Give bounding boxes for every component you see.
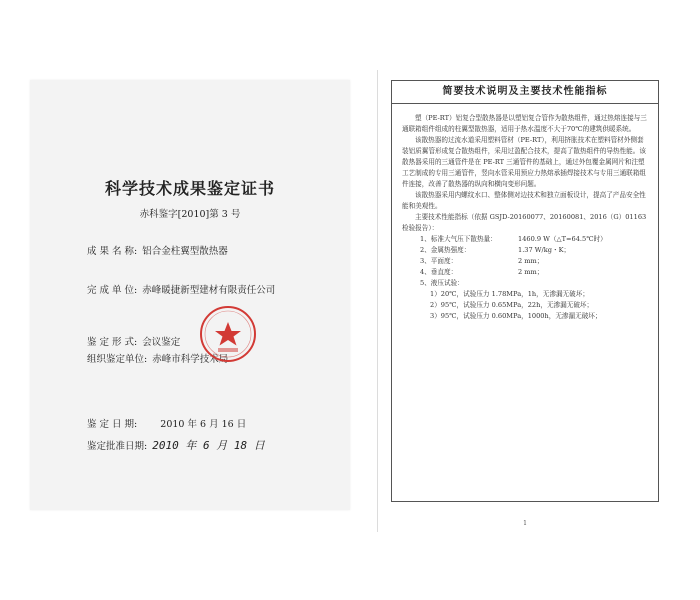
paragraph: 该散热器采用内螺纹水口、整体侧对边技术和独立面板设计，提高了产品安全性能和美观性。 <box>402 191 646 210</box>
spec-key: 4、垂直度： <box>420 268 458 276</box>
official-seal-icon <box>198 304 258 364</box>
spec-item <box>402 267 650 278</box>
page-number: 1 <box>523 520 527 527</box>
spec-item <box>402 234 650 245</box>
test-item: 1）20℃，试验压力 1.78MPa，1h，无渗漏无破坏； <box>430 290 589 298</box>
spec-frame <box>391 80 659 502</box>
field-value: 铝合金柱翼型散热器 <box>142 246 228 257</box>
spec-key: 3、平面度： <box>420 257 458 265</box>
spec-title: 简要技术说明及主要技术性能指标 <box>392 81 658 104</box>
spec-key: 1、标准大气压下散热量： <box>420 235 497 243</box>
field-value: 赤峰暖捷新型建材有限责任公司 <box>142 285 276 296</box>
paragraph: 该散热器的过流水道采用塑料管材（PE-RT），利用挤胀技术在塑料管材外侧套装铝质翼管形成复合散热组件，采用过盈配合技术，提高了散热组件的导热性能。该散热器采用的三通管件是在 PE-RT 三通管件的基础上，通过外包覆金属网片和注塑工艺制成的专用三通管件，竖向水管采用预应力热熔承插焊接技术与专用三通联箱组件连接，改善了散热器的纵向和横向变形问题。 <box>402 136 646 188</box>
field-appraisal-form <box>87 334 180 348</box>
spec-item <box>402 256 650 267</box>
spec-value: 2 mm； <box>518 257 544 265</box>
field-label: 鉴定批准日期: <box>87 441 148 452</box>
field-label: 完 成 单 位: <box>87 285 138 296</box>
spec-item <box>402 245 650 256</box>
certificate-number: 赤科鉴字[2010]第 3 号 <box>139 209 241 220</box>
field-value: 会议鉴定 <box>142 337 181 348</box>
spec-value: 2 mm； <box>518 268 544 276</box>
test-item: 2）95℃，试验压力 0.65MPa，22h，无渗漏无破坏； <box>430 301 594 309</box>
field-label: 鉴 定 日 期: <box>87 419 138 430</box>
certificate-page <box>30 80 350 510</box>
technical-spec-page <box>377 70 672 532</box>
spec-value: 1460.9 W（△T=64.5℃时） <box>518 235 607 243</box>
paragraph: 塑（PE-RT）铝复合型散热器是以塑铝复合管作为散热组件，通过热熔连接与三通联箱组件组成的柱翼型散热器，适用于热水温度不大于70℃的建筑供暖系统。 <box>402 114 647 133</box>
field-label: 成 果 名 称: <box>87 246 138 257</box>
field-appraisal-date <box>87 416 246 430</box>
field-value-handwritten: 2010 年 6 月 18 日 <box>152 439 265 452</box>
spec-key: 2、金属热强度： <box>420 246 471 254</box>
paragraph: 主要技术性能指标（依据 GSJD-20160077、20160081、2016（G）01163 检验报告）： <box>402 213 647 232</box>
test-item: 3）95℃，试验压力 0.60MPa，1000h，无渗漏无破坏； <box>430 312 602 320</box>
field-value: 2010 年 6 月 16 日 <box>160 419 247 430</box>
spec-key: 5、液压试验： <box>420 279 464 287</box>
certificate-title: 科学技术成果鉴定证书 <box>104 179 275 198</box>
field-value: 赤峰市科学技术局 <box>152 354 229 365</box>
field-label: 鉴 定 形 式: <box>87 337 138 348</box>
field-label: 组织鉴定单位: <box>87 354 148 365</box>
field-achievement-name <box>87 243 228 257</box>
spec-body <box>402 113 650 322</box>
spec-item <box>402 278 650 289</box>
field-approval-date <box>87 437 265 453</box>
field-completing-unit <box>87 282 275 296</box>
spec-value: 1.37 W/kg・K； <box>518 246 571 254</box>
